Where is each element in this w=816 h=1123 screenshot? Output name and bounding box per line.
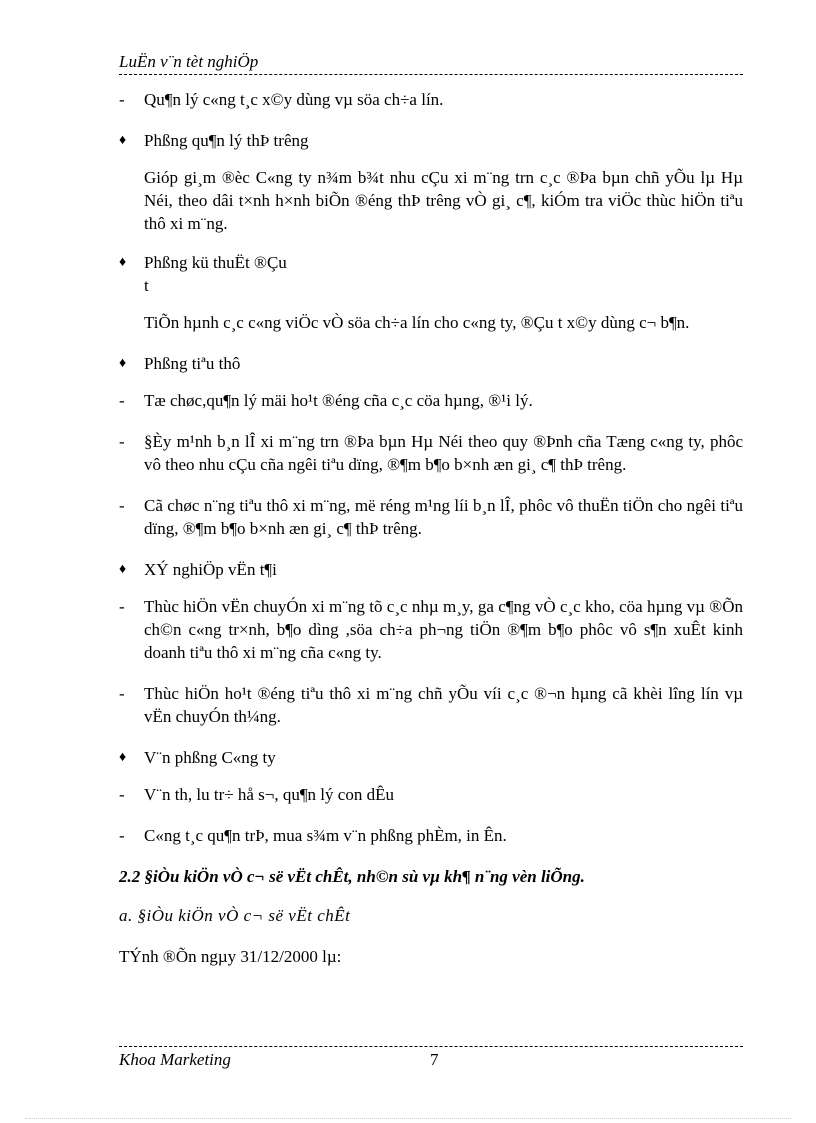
dash-bullet: -: [119, 597, 125, 616]
department-heading: [119, 352, 743, 375]
department-heading-text: XÝ nghiÖp vËn t¶i: [144, 560, 277, 579]
diamond-bullet-icon: ♦: [119, 562, 127, 577]
footer-label: Khoa Marketing: [119, 1050, 231, 1069]
paragraph: Gióp gi¸m ®èc C«ng ty n¾m b¾t nhu cÇu xi m¨ng trn c¸c ®Þa bµn chñ yÕu lµ Hµ Néi, theo dâi t×nh h×nh biÕn ®éng thÞ trêng vÒ gi¸ c¶, kiÓm tra viÖc thùc hiÖn tiªu thô xi m¨ng.: [144, 168, 743, 233]
list-item: [119, 595, 743, 664]
header-divider: [119, 74, 743, 75]
dash-bullet: -: [119, 785, 125, 804]
page-content: [119, 88, 743, 968]
department-heading-text: Phßng kü thuËt ®Çu t: [144, 253, 287, 295]
list-item-text: Cã chøc n¨ng tiªu thô xi m¨ng, më réng m¹ng líi b¸n lÎ, phôc vô thuËn tiÖn cho ngêi tiªu dïng, ®¶m b¶o b×nh æn gi¸ c¶ thÞ trêng.: [144, 496, 743, 538]
page-footer: [119, 1050, 743, 1072]
list-item-text: C«ng t¸c qu¶n trÞ, mua s¾m v¨n phßng phÈm, in Ên.: [144, 826, 507, 845]
department-heading: [119, 746, 743, 769]
list-item: [119, 389, 743, 412]
list-item: [119, 824, 743, 847]
page-number: 7: [430, 1050, 439, 1069]
list-item-text: Qu¶n lý c«ng t¸c x©y dùng vµ söa ch÷a lín.: [144, 90, 444, 109]
diamond-bullet-icon: ♦: [119, 750, 127, 765]
list-item: [119, 430, 743, 476]
list-item: [119, 783, 743, 806]
list-item-text: Thùc hiÖn ho¹t ®éng tiªu thô xi m¨ng chñ yÕu víi c¸c ®¬n hµng cã khèi lîng lín vµ vËn chuyÓn th¼ng.: [144, 684, 743, 726]
department-heading: [119, 558, 743, 581]
dash-bullet: -: [119, 432, 125, 451]
page-header: LuËn v¨n tèt nghiÖp: [119, 52, 259, 71]
list-item: [119, 682, 743, 728]
list-item: [119, 88, 743, 111]
department-heading-text: Phßng qu¶n lý thÞ trêng: [144, 131, 309, 150]
list-item-text: Thùc hiÖn vËn chuyÓn xi m¨ng tõ c¸c nhµ m¸y, ga c¶ng vÒ c¸c kho, cöa hµng vµ ®Õn ch©n c«ng tr×nh, b¶o dìng ,söa ch÷a ph¬ng tiÖn ®¶m b¶o phôc vô s¶n xuÊt kinh doanh tiªu thô xi m¨ng cña c«ng ty.: [144, 597, 743, 662]
diamond-bullet-icon: ♦: [119, 356, 127, 371]
list-item: [119, 494, 743, 540]
department-heading: [119, 129, 743, 152]
subsection-title: a. §iÒu kiÖn vÒ c¬ së vËt chÊt: [119, 906, 351, 925]
list-item-text: §Èy m¹nh b¸n lÎ xi m¨ng trn ®Þa bµn Hµ Néi theo quy ®Þnh cña Tæng c«ng ty, phôc vô theo nhu cÇu cña ngêi tiªu dïng, ®¶m b¶o b×nh æn gi¸ c¶ thÞ trêng.: [144, 432, 743, 474]
list-item-text: V¨n th, lu tr÷ hå s¬, qu¶n lý con dÊu: [144, 785, 394, 804]
dash-bullet: -: [119, 496, 125, 515]
diamond-bullet-icon: ♦: [119, 133, 127, 148]
dash-bullet: -: [119, 684, 125, 703]
department-heading-text: Phßng tiªu thô: [144, 354, 241, 373]
paragraph: TiÕn hµnh c¸c c«ng viÖc vÒ söa ch÷a lín cho c«ng ty, ®Çu t x©y dùng c¬ b¶n.: [144, 313, 690, 332]
dash-bullet: -: [119, 90, 125, 109]
page-edge: [25, 1118, 791, 1119]
dash-bullet: -: [119, 826, 125, 845]
department-heading-text: V¨n phßng C«ng ty: [144, 748, 276, 767]
department-heading: [119, 251, 743, 297]
footer-divider: [119, 1046, 743, 1047]
section-title: 2.2 §iÒu kiÖn vÒ c¬ së vËt chÊt, nh©n sù vµ kh¶ n¨ng vèn liÕng.: [119, 867, 585, 886]
list-item-text: Tæ chøc,qu¶n lý mäi ho¹t ®éng cña c¸c cöa hµng, ®¹i lý.: [144, 391, 533, 410]
dash-bullet: -: [119, 391, 125, 410]
diamond-bullet-icon: ♦: [119, 255, 127, 270]
paragraph: TÝnh ®Õn ngµy 31/12/2000 lµ:: [119, 947, 342, 966]
